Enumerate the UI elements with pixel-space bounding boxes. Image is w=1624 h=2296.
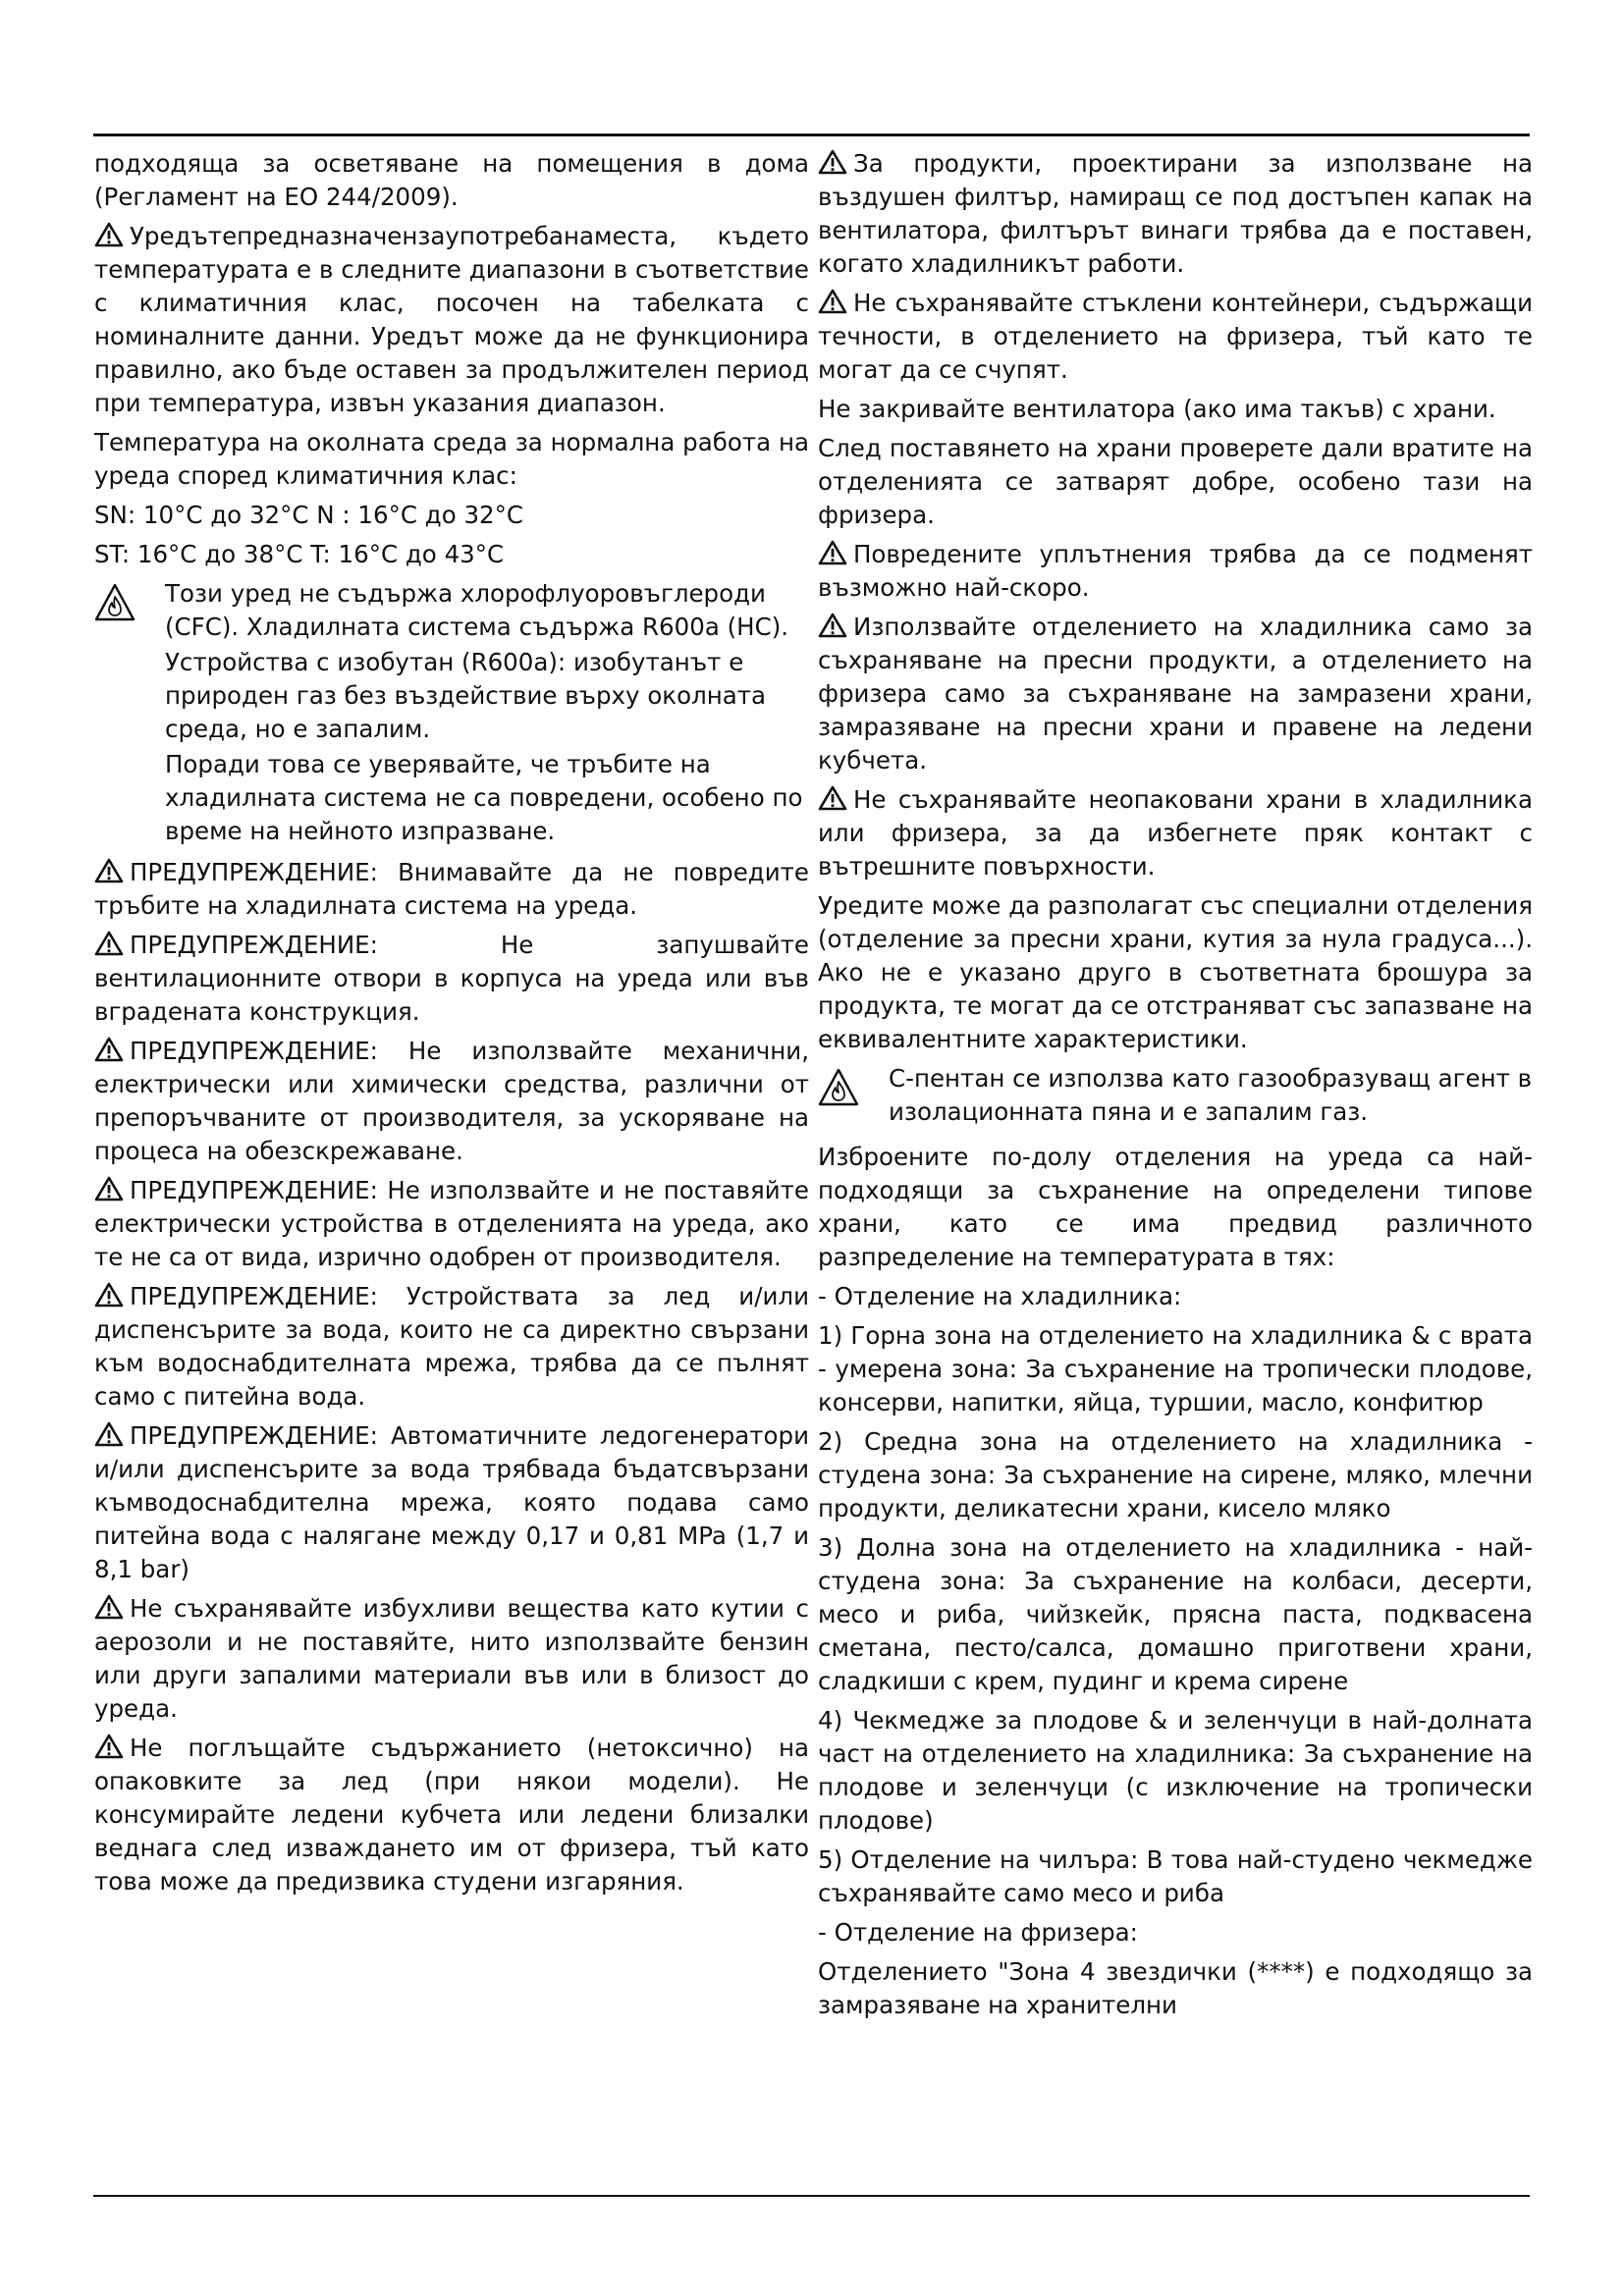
top-rule [93, 133, 1530, 136]
paragraph [818, 1955, 1533, 2022]
flammable-warning-icon [818, 1068, 865, 1107]
warning-triangle-icon [94, 222, 124, 247]
bottom-rule [93, 2195, 1530, 2197]
warning-triangle-icon [818, 540, 847, 565]
warning-paragraph [818, 611, 1533, 777]
paragraph-text: 1) Горна зона на отделението на хладилника & с врата - умерена зона: За съхранение на тропически плодове, консерви, напитки, яйца, туршии, масло, конфитюр [818, 1321, 1533, 1416]
paragraph-text: Не съхранявайте неопаковани храни в хладилника или фризера, за да избегнете пряк контакт с вътрешните повърхности. [818, 785, 1533, 881]
paragraph-text: ST: 16°C до 38°C T: 16°C до 43°C [94, 540, 505, 568]
paragraph [818, 889, 1533, 1056]
paragraph [818, 1141, 1533, 1274]
flammable-notice-text: Този уред не съдържа хлорофлуоровъглероди (CFC). Хладилната система съдържа R600a (HC). [165, 579, 789, 641]
warning-triangle-icon [94, 1734, 124, 1759]
flammable-notice-text: C-пентан се използва като газообразуващ агент в изолационната пяна и е запалим газ. [889, 1064, 1533, 1126]
paragraph-text: Изброените по-долу отделения на уреда са най-подходящи за съхранение на определени типове храни, като се има предвид различното разпределение на температурата в тях: [818, 1143, 1533, 1271]
paragraph-text: За продукти, проектирани за използване на въздушен филтър, намиращ се под достъпен капак на вентилатора, филтърът винаги трябва да е поставен, когато хладилникът работи. [818, 149, 1533, 278]
warning-triangle-icon [94, 931, 124, 956]
warning-paragraph [818, 287, 1533, 387]
paragraph [818, 1916, 1533, 1949]
flammable-notice [94, 577, 809, 850]
paragraph [818, 1280, 1533, 1313]
paragraph-text: След поставянето на храни проверете дали вратите на отделенията се затварят добре, особено тази на фризера. [818, 434, 1533, 529]
paragraph [94, 147, 809, 214]
paragraph-text: Не поглъщайте съдържанието (нетоксично) на опаковките за лед (при някои модели). Не консумирайте ледени кубчета или ледени близалки веднага след изваждането им от фризера, тъй като това може да предизвика студени изгаряния. [94, 1734, 809, 1896]
warning-paragraph [94, 856, 809, 923]
paragraph-text: ПРЕДУПРЕЖДЕНИЕ: Не запушвайте вентилационните отвори в корпуса на уреда или във вградената конструкция. [94, 931, 809, 1026]
paragraph-text: 4) Чекмедже за плодове & и зеленчуци в най-долната част на отделението на хладилника: За съхранение на плодове и зеленчуци (с изключение на тропически плодове) [818, 1706, 1533, 1835]
paragraph-text: - Отделение на фризера: [818, 1918, 1138, 1947]
left-column [94, 147, 809, 1904]
paragraph-text: Не съхранявайте стъклени контейнери, съдържащи течности, в отделението на фризера, тъй като те могат да се счупят. [818, 289, 1533, 384]
paragraph-text: ПРЕДУПРЕЖДЕНИЕ: Устройствата за лед и/или диспенсърите за вода, които не са директно свързани към водоснабдителната мрежа, трябва да се пълнят само с питейна вода. [94, 1282, 809, 1411]
paragraph-text: Уредите може да разполагат със специални отделения (отделение за пресни храни, кутия за нула градуса...). Ако не е указано друго в съответната брошура за продукта, те могат да се отстраняват със запазване на еквивалентните характеристики. [818, 891, 1533, 1053]
paragraph [818, 1843, 1533, 1910]
paragraph-text: SN: 10°C до 32°C N : 16°C до 32°C [94, 501, 524, 529]
paragraph [818, 393, 1533, 426]
paragraph [818, 432, 1533, 532]
warning-triangle-icon [818, 149, 847, 175]
paragraph-text: Не съхранявайте избухливи вещества като кутии с аерозоли и не поставяйте, нито използвайте бензин или други запалими материали във или в близост до уреда. [94, 1594, 809, 1723]
warning-paragraph [94, 1419, 809, 1586]
warning-paragraph [94, 220, 809, 420]
paragraph-text: Използвайте отделението на хладилника само за съхраняване на пресни продукти, а отделението на фризера само за съхраняване на замразени храни, замразяване на пресни храни и правене на ледени кубчета. [818, 613, 1533, 774]
paragraph [818, 1531, 1533, 1698]
paragraph [818, 1425, 1533, 1525]
paragraph [94, 426, 809, 493]
warning-triangle-icon [94, 1594, 124, 1620]
warning-triangle-icon [94, 1421, 124, 1447]
warning-triangle-icon [94, 858, 124, 883]
warning-paragraph [94, 1280, 809, 1414]
warning-triangle-icon [94, 1176, 124, 1201]
paragraph-text: 3) Долна зона на отделението на хладилника - най-студена зона: За съхранение на колбаси, десерти, месо и риба, чийзкейк, прясна паста, подквасена сметана, песто/салса, домашно приготвени храни, сладкиши с крем, пудинг и крема сирене [818, 1533, 1533, 1695]
paragraph-text: 2) Средна зона на отделението на хладилника - студена зона: За съхранение на сирене, мляко, млечни продукти, деликатесни храни, кисело мляко [818, 1427, 1533, 1522]
warning-triangle-icon [94, 1037, 124, 1062]
paragraph-text: Отделението "Зона 4 звездички (****) е подходящо за замразяване на хранителни [818, 1957, 1533, 2019]
paragraph-text: ПРЕДУПРЕЖДЕНИЕ: Не използвайте механични, електрически или химически средства, различни от препоръчваните от производителя, за ускоряване на процеса на обезскрежаване. [94, 1037, 809, 1165]
paragraph-text: Не закривайте вентилатора (ако има такъв) с храни. [818, 395, 1496, 423]
flammable-warning-icon [94, 583, 141, 622]
warning-triangle-icon [818, 785, 847, 811]
paragraph-text: ПРЕДУПРЕЖДЕНИЕ: Автоматичните ледогенератори и/или диспенсърите за вода трябвада бъдатсвързани къмводоснабдителна мрежа, която подава само питейна вода с налягане между 0,17 и 0,81 MPa (1,7 и 8,1 bar) [94, 1421, 809, 1583]
warning-paragraph [94, 1035, 809, 1168]
flammable-notice-text: Поради това се уверявайте, че тръбите на хладилната система не са повредени, особено по време на нейното изпразване. [165, 750, 803, 845]
warning-triangle-icon [94, 1282, 124, 1308]
warning-paragraph [818, 538, 1533, 605]
warning-paragraph [818, 147, 1533, 281]
paragraph [818, 1704, 1533, 1838]
warning-triangle-icon [818, 289, 847, 314]
right-column [818, 147, 1533, 2028]
warning-paragraph [818, 783, 1533, 883]
warning-paragraph [94, 1174, 809, 1274]
paragraph-text: 5) Отделение на чилъра: В това най-студено чекмедже съхранявайте само месо и риба [818, 1845, 1533, 1907]
warning-paragraph [94, 1732, 809, 1898]
paragraph-text: ПРЕДУПРЕЖДЕНИЕ: Не използвайте и не поставяйте електрически устройства в отделенията на уреда, ако те не са от вида, изрично одобрен от производителя. [94, 1176, 809, 1271]
paragraph-text: - Отделение на хладилника: [818, 1282, 1182, 1310]
paragraph [818, 1319, 1533, 1419]
warning-triangle-icon [818, 613, 847, 638]
paragraph [94, 538, 809, 571]
paragraph-text: Повредените уплътнения трябва да се подменят възможно най-скоро. [818, 540, 1533, 602]
paragraph-text: Температура на околната среда за нормална работа на уреда според климатичния клас: [94, 428, 809, 490]
paragraph [94, 499, 809, 532]
warning-paragraph [94, 1592, 809, 1726]
paragraph-text: ПРЕДУПРЕЖДЕНИЕ: Внимавайте да не повредите тръбите на хладилната система на уреда. [94, 858, 809, 920]
paragraph-text: Уредътепредназначензаупотребанаместа, където температурата е в следните диапазони в съответствие с климатичния клас, посочен на табелката с номиналните данни. Уредът може да не функционира правилно, ако бъде оставен за продължителен период при температура, извън указания диапазон. [94, 222, 809, 417]
flammable-notice [818, 1062, 1533, 1131]
flammable-notice-text: Устройства с изобутан (R600a): изобутанът е природен газ без въздействие върху околната среда, но е запалим. [165, 648, 767, 743]
warning-paragraph [94, 929, 809, 1029]
paragraph-text: подходяща за осветяване на помещения в дома (Регламент на ЕО 244/2009). [94, 149, 809, 211]
